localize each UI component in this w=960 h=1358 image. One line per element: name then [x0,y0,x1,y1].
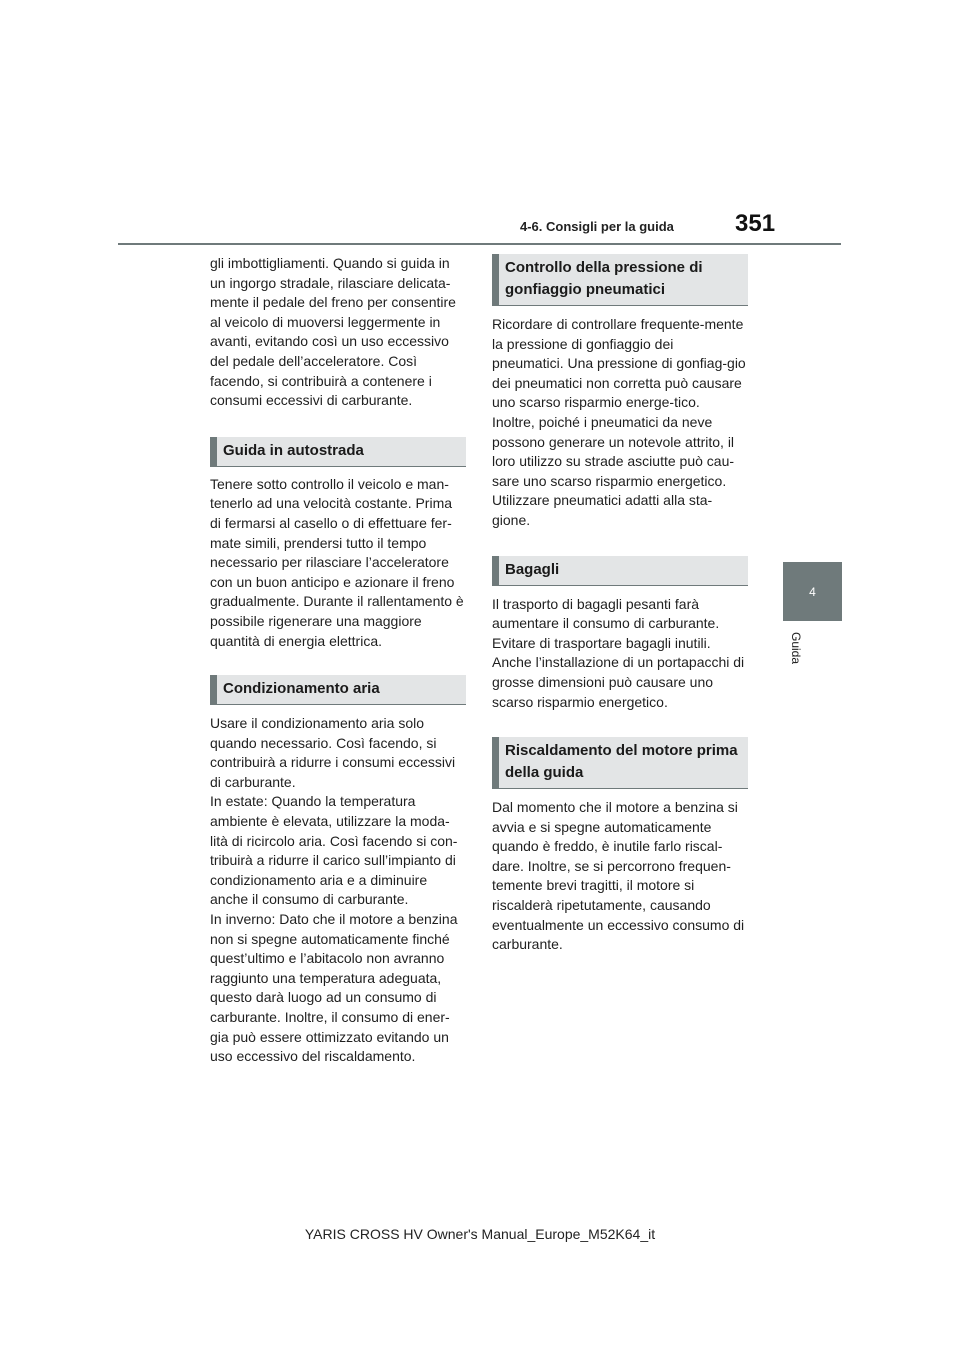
section-title: 4-6. Consigli per la guida [520,219,674,234]
chapter-number: 4 [809,584,816,599]
section-heading: Condizionamento aria [210,675,466,705]
section-heading: Controllo della pressione di gonfiaggio pneumatici [492,254,748,306]
body-paragraph: In estate: Quando la temperatura ambiente è elevata, utilizzare la moda-lità di ricircolo aria. Così facendo si con-tribuirà a ridurre il carico sull’impianto di condizionamento aria e a diminuire anche il consumo di carburante. [210,793,458,908]
body-paragraph: In inverno: Dato che il motore a benzina non si spegne automaticamente finché quest’ultimo e l’abitacolo non avranno raggiunto una temperatura adeguata, questo darà luogo ad un consumo di carburante. Inoltre, il consumo di ener-gia può essere ottimizzato evitando un uso eccessivo del riscaldamento. [210,911,458,1065]
body-paragraph: Tenere sotto controllo il veicolo e man-tenerlo ad una velocità costante. Prima di fermarsi al casello o di effettuare fer-mate simili, prendersi tutto il tempo necessario per rilasciare l’acceleratore con un buon anticipo e azionare il freno gradualmente. Durante il rallentamento è possibile rigenerare una maggiore quantità di energia elettrica. [210,475,464,649]
section-heading: Guida in autostrada [210,437,466,467]
section-heading: Riscaldamento del motore prima della guida [492,737,748,789]
left-column [210,254,466,1067]
section-heading: Bagagli [492,556,748,586]
right-column [492,254,748,955]
body-paragraph: Il trasporto di bagagli pesanti farà aumentare il consumo di carburante. Evitare di trasportare bagagli inutili. Anche l’installazione di un portapacchi di grosse dimensioni può causare uno scarso risparmio energetico. [492,595,745,710]
header-rule [118,243,841,245]
body-paragraph: Ricordare di controllare frequente-mente la pressione di gonfiaggio dei pneumatici. Una pressione di gonfiag-gio dei pneumatici non corretta può causare uno scarso risparmio energe-tico. [492,316,746,411]
page-number: 351 [735,210,776,237]
intro-paragraph: gli imbottigliamenti. Quando si guida in un ingorgo stradale, rilasciare delicata-mente il pedale del freno per consentire al veicolo di muoversi leggermente in avanti, evitando così un uso eccessivo del pedale dell’acceleratore. Così facendo, si contribuirà a contenere i consumi eccessivi di carburante. [210,255,456,409]
footer-text: YARIS CROSS HV Owner's Manual_Europe_M52K64_it [304,1226,656,1242]
chapter-tab [783,562,842,621]
body-paragraph: Dal momento che il motore a benzina si avvia e si spegne automaticamente quando è freddo, è inutile farlo riscal-dare. Inoltre, se si percorrono frequen-temente brevi tragitti, il motore si riscalderà ripetutamente, causando eventualmente un eccessivo consumo di carburante. [492,799,745,953]
body-paragraph: Usare il condizionamento aria solo quando necessario. Così facendo, si contribuirà a ridurre i consumi eccessivi di carburante. [210,715,456,790]
chapter-label: Guida [789,632,803,665]
body-paragraph: Inoltre, poiché i pneumatici da neve possono generare un notevole attrito, il loro utilizzo su strade asciutte può cau-sare uno scarso risparmio energetico. Utilizzare pneumatici adatti alla sta-gione. [492,413,735,528]
